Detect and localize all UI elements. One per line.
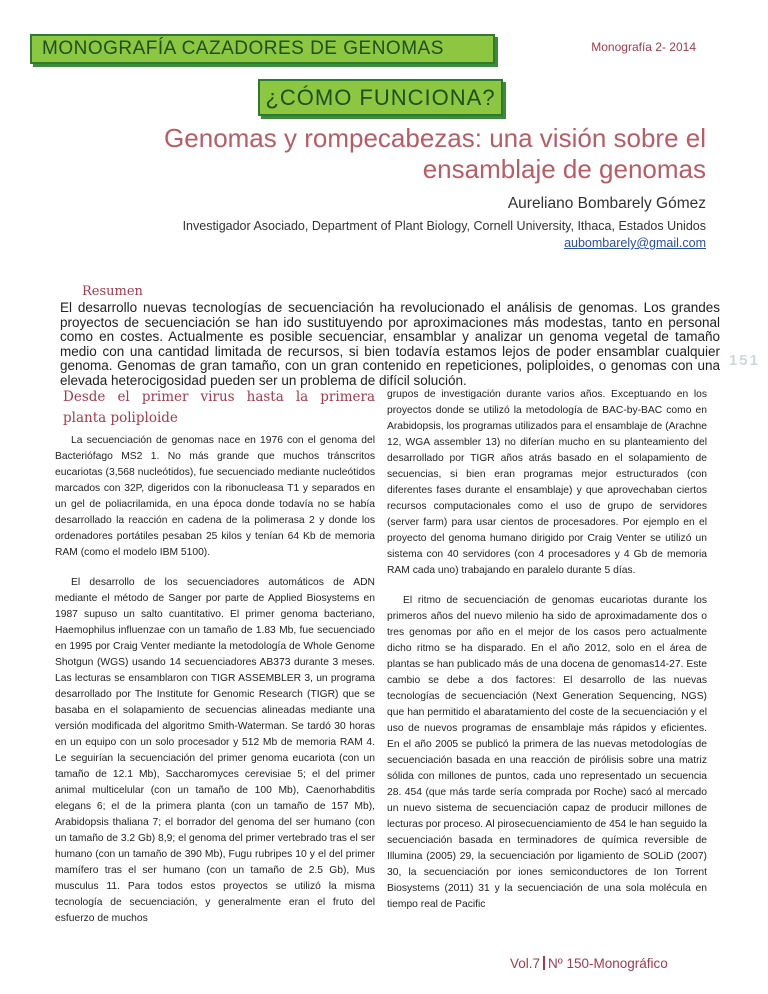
section-banner-text: ¿CÓMO FUNCIONA? xyxy=(265,84,496,110)
right-column xyxy=(387,387,707,927)
page-number: 151 xyxy=(728,352,760,369)
left-column xyxy=(55,387,375,941)
section-heading: Desde el primer virus hasta la primera planta poliploide xyxy=(63,389,375,426)
footer-number: Nº 150-Monográfico xyxy=(548,956,668,971)
page-footer xyxy=(510,956,668,971)
abstract-heading: Resumen xyxy=(82,284,143,299)
author-email-link[interactable]: aubombarely@gmail.com xyxy=(564,236,706,250)
series-banner xyxy=(30,34,495,64)
author-name: Aureliano Bombarely Gómez xyxy=(507,195,706,212)
paragraph: El ritmo de secuenciación de genomas eucariotas durante los primeros años del nuevo milenio ha sido de aproximadamente dos o tres genomas por año en el mejor de los casos pero actualmente dicho ritmo se ha disparado. En el año 2012, solo en el área de plantas se han publicado más de una docena de genomas14-27. Este cambio se debe a dos factores: El desarrollo de las nuevas tecnologías de secuenciación (Next Generation Sequencing, NGS) que han permitido el abaratamiento del coste de la secuenciación y el uso de nuevos programas de ensamblaje más rápidos y eficientes. En el año 2005 se publicó la primera de las nuevas metodologías de secuenciación basada en una reacción de pirólisis sobre una matriz sólida con millones de puntos, cada uno representado un secuencia 28. 454 (que más tarde sería comprada por Roche) sacó al mercado un nuevo sistema de secuenciación capaz de producir millones de lecturas por proceso. Al pirosecuenciamiento de 454 le han seguido la secuenciación basada en terminadores de química reversible de Illumina (2005) 29, la secuenciación por ligamiento de SOLiD (2007) 30, la secuenciación por iones semiconductores de Ion Torrent Biosystems (2011) 31 y la secuenciación de una sola molécula en tiempo real de Pacific xyxy=(387,595,707,910)
paragraph: La secuenciación de genomas nace en 1976 con el genoma del Bacteriófago MS2 1. No más grande que muchos tránscritos eucariotas (3,568 nucleótidos), fue secuenciado mediante nucleótidos marcados con 32P, digeridos con la ribonucleasa T1 y separados en un gel de poliacrilamida, en una época donde todavía no se había desarrollado la reacción en cadena de la polimerasa 2 y donde los ordenadores portátiles pesaban 25 kilos y tenían 64 Kb de memoria RAM (como el modelo IBM 5100). xyxy=(55,435,375,558)
footer-separator xyxy=(543,956,545,970)
abstract-text: El desarrollo nuevas tecnologías de secuenciación ha revolucionado el análisis de genomas. Los grandes proyectos de secuenciación se han ido sustituyendo por aproximaciones más modestas, tanto en personal como en costes. Actualmente es posible secuenciar, ensamblar y analizar un genoma vegetal de tamaño medio con una cantidad limitada de recursos, si bien todavía estamos lejos de poder ensamblar cualquier genoma. Genomas de gran tamaño, con un gran contenido en repeticiones, poliploides, o genomas con una elevada heterocigosidad pueden ser un problema de difícil solución. xyxy=(60,300,720,388)
series-banner-text: MONOGRAFÍA CAZADORES DE GENOMAS xyxy=(42,38,444,59)
issue-label: Monografía 2- 2014 xyxy=(591,40,696,54)
author-affiliation: Investigador Asociado, Department of Plant Biology, Cornell University, Ithaca, Estados Unidos xyxy=(182,219,706,233)
footer-volume: Vol.7 xyxy=(510,956,541,971)
section-banner xyxy=(258,79,503,116)
paragraph: El desarrollo de los secuenciadores automáticos de ADN mediante el método de Sanger por parte de Applied Biosystems en 1987 supuso un salto cuantitativo. El primer genoma bacteriano, Haemophilus influenzae con un tamaño de 1.83 Mb, fue secuenciado en 1995 por Craig Venter mediante la metodología de Whole Genome Shotgun (WGS) usando 14 secuenciadores AB373 durante 3 meses. Las lecturas se ensamblaron con TIGR ASSEMBLER 3, un programa desarrollado por The Institute for Genomic Research (TIGR) que se basaba en el solapamiento de secuencias alineadas mediante una versión modificada del algoritmo Smith-Waterman. Se tardó 30 horas en un equipo con un solo procesador y 512 Mb de memoria RAM 4. Le seguirían la secuenciación del primer genoma eucariota (con un tamaño de 12.1 Mb), Saccharomyces cerevisiae 5; el del primer animal multicelular (con un tamaño de 100 Mb), Caenorhabditis elegans 6; el de la primera planta (con un tamaño de 157 Mb), Arabidopsis thaliana 7; el borrador del genoma del ser humano (con un tamaño de 3.2 Gb) 8,9; el genoma del primer vertebrado tras el ser humano (con un tamaño de 390 Mb), Fugu rubripes 10 y el del primer mamífero tras el ser humano (con un tamaño de 2.5 Gb), Mus musculus 11. Para todos estos proyectos se utilizó la misma tecnología de secuenciación, y generalmente eran el fruto del esfuerzo de muchos xyxy=(55,577,375,924)
article-title: Genomas y rompecabezas: una visión sobre el ensamblaje de genomas xyxy=(164,123,706,184)
paragraph: grupos de investigación durante varios años. Exceptuando en los proyectos donde se utilizó la metodología de BAC-by-BAC como en Arabidopsis, los programas utilizados para el ensamblaje de (Arachne 12, WGA assembler 13) no diferían mucho en su planteamiento del desarrollado por TIGR años atrás basado en el solapamiento de secuencias, si bien eran programas mejor estructurados (con diferentes fases durante el ensamblaje) y que aprovechaban ciertos recursos computacionales como el uso de grupo de servidores (server farm) para usar cientos de procesadores. Por ejemplo en el proyecto del genoma humano dirigido por Craig Venter se utilizó un sistema con 40 servidores (con 4 procesadores y 4 Gb de memoria RAM cada uno) trabajando en paralelo durante 5 días. xyxy=(387,389,707,576)
